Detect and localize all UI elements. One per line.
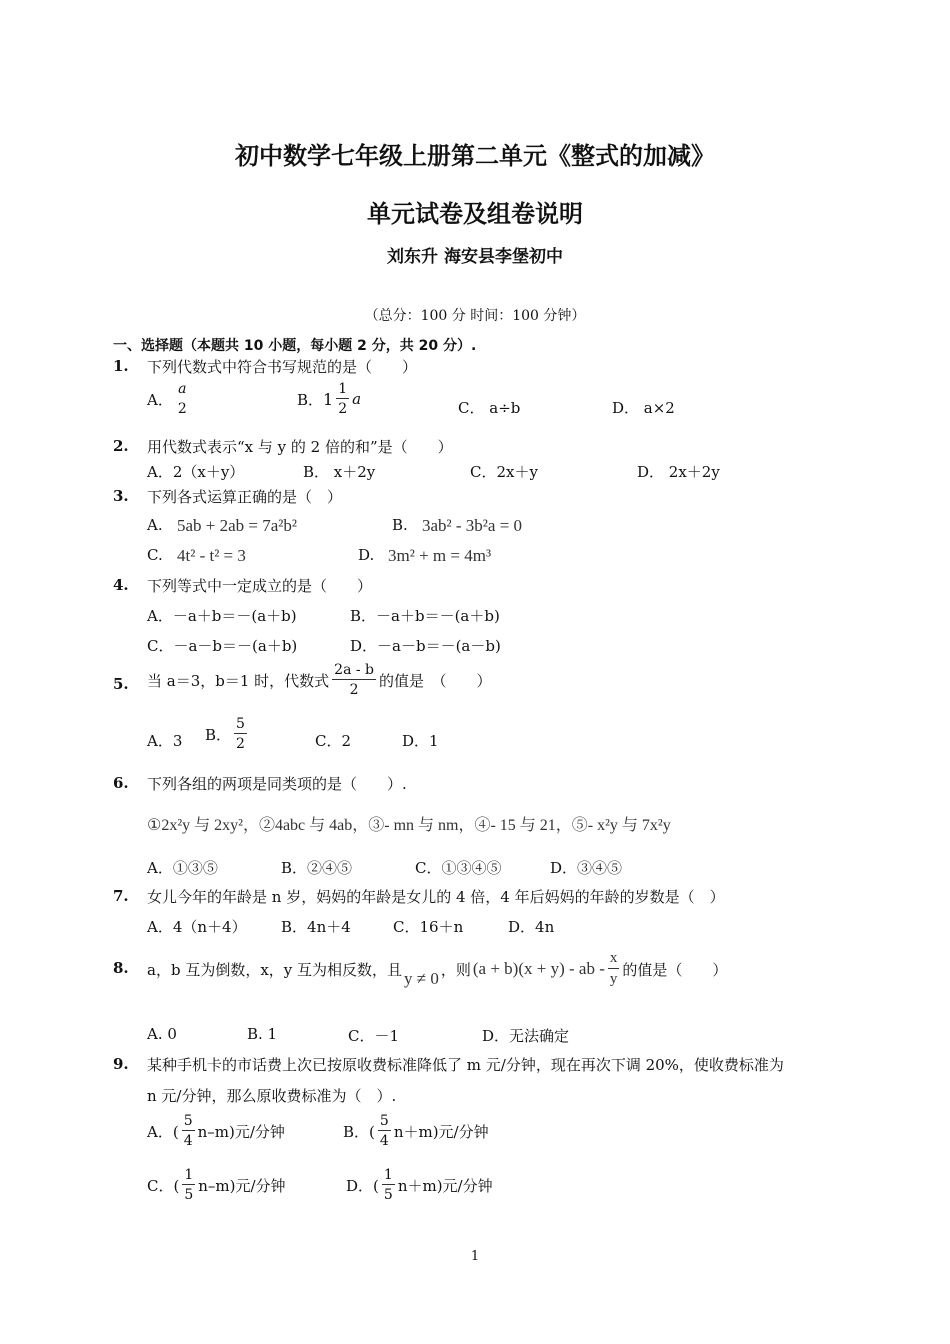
q9-option-d <box>346 1167 493 1203</box>
q8-stem-pre: a，b 互为倒数，x，y 互为相反数，且 <box>147 960 403 979</box>
q9-a-label: A．( <box>147 1122 179 1141</box>
q8-option-a: A. 0 <box>147 1025 177 1043</box>
q9-b-post: n＋m)元/分钟 <box>393 1122 489 1141</box>
q5-b-den: 2 <box>236 736 245 752</box>
q9-number: 9. <box>113 1055 129 1073</box>
q3-stem: 下列各式运算正确的是（ ） <box>147 488 343 506</box>
q6-option-b: B．②④⑤ <box>281 859 353 877</box>
q1-b-var: a <box>352 390 362 408</box>
q9-option-b <box>343 1113 489 1149</box>
q2-option-a: A．2（x＋y） <box>147 463 245 481</box>
q8-option-b: B. 1 <box>247 1025 278 1043</box>
q8-frac-num: x <box>608 950 620 969</box>
q1-option-c: C． a÷b <box>458 399 521 417</box>
title-line-1: 初中数学七年级上册第二单元《整式的加减》 <box>235 142 715 170</box>
q7-number: 7. <box>113 887 129 905</box>
q7-option-c: C．16＋n <box>393 918 464 936</box>
q5-b-label: B． <box>205 725 232 744</box>
q4-number: 4. <box>113 576 129 594</box>
q8-condition: y ≠ 0 <box>404 969 439 988</box>
q3-a-label: A. <box>147 516 163 534</box>
q5-b-num: 5 <box>236 716 245 732</box>
q8-number: 8. <box>113 959 129 977</box>
q5-number: 5. <box>113 675 129 693</box>
q3-a-expr: 5ab + 2ab = 7a²b² <box>177 516 298 535</box>
q8-frac-den: y <box>609 971 618 987</box>
q1-option-b <box>297 381 361 417</box>
score-info: （总分：100 分 时间：100 分钟） <box>364 308 586 324</box>
q9-a-num: 5 <box>183 1113 193 1129</box>
q2-stem: 用代数式表示“x 与 y 的 2 倍的和”是（ ） <box>147 438 453 456</box>
q4-stem: 下列等式中一定成立的是（ ） <box>147 577 373 595</box>
q9-b-den: 4 <box>379 1133 389 1149</box>
q1-option-d: D． a×2 <box>612 399 675 417</box>
q8-expression: (a + b)(x + y) - ab - <box>472 959 605 978</box>
q2-option-b: B． x＋2y <box>303 463 376 481</box>
q1-option-a <box>147 381 192 417</box>
q4-option-d: D．－a－b＝－(a－b) <box>350 637 501 655</box>
q6-option-c: C．①③④⑤ <box>415 859 502 877</box>
q9-c-num: 1 <box>184 1167 194 1183</box>
q1-a-den: 2 <box>177 401 187 417</box>
q6-number: 6. <box>113 774 129 792</box>
q4-option-b: B．－a＋b＝－(a＋b) <box>350 607 500 625</box>
q3-number: 3. <box>113 487 129 505</box>
q1-number: 1. <box>113 357 129 375</box>
q9-c-den: 5 <box>184 1187 194 1203</box>
q1-b-label: B． <box>297 390 324 409</box>
q7-option-d: D．4n <box>508 918 555 936</box>
q3-c-label: C. <box>147 546 163 564</box>
q5-frac-den: 2 <box>349 682 359 698</box>
q4-option-a: A．－a＋b＝－(a＋b) <box>147 607 297 625</box>
q4-option-c: C．－a－b＝－(a＋b) <box>147 637 298 655</box>
q9-b-label: B．( <box>343 1122 375 1141</box>
q9-c-post: n–m)元/分钟 <box>198 1176 286 1195</box>
q9-b-num: 5 <box>379 1113 389 1129</box>
q8-stem-mid: ，则 <box>440 960 471 979</box>
q1-b-num: 1 <box>338 381 348 397</box>
title-line-2: 单元试卷及组卷说明 <box>367 200 583 228</box>
page-number: 1 <box>470 1249 480 1264</box>
q9-d-post: n＋m)元/分钟 <box>397 1176 493 1195</box>
q1-b-den: 2 <box>338 401 348 417</box>
q8-option-c: C．－1 <box>348 1027 400 1045</box>
q6-items: ①2x²y 与 2xy²，②4abc 与 4ab，③- mn 与 nm，④- 15 与 21，⑤- x²y 与 7x²y <box>147 817 671 834</box>
q9-stem-line-1: 某种手机卡的市话费上次已按原收费标准降低了 m 元/分钟，现在再次下调 20%，使收费标准为 <box>147 1056 784 1074</box>
q7-stem: 女儿今年的年龄是 n 岁，妈妈的年龄是女儿的 4 倍，4 年后妈妈的年龄的岁数是（ ） <box>147 888 725 906</box>
q3-d-label: D. <box>358 546 375 564</box>
author: 刘东升 海安县李堡初中 <box>387 247 563 267</box>
q9-a-den: 4 <box>183 1133 193 1149</box>
q9-option-c <box>147 1167 286 1203</box>
q1-b-whole: 1 <box>323 389 334 409</box>
q8-option-d: D．无法确定 <box>482 1027 570 1045</box>
q9-stem-line-2: n 元/分钟，那么原收费标准为（ ）. <box>147 1087 397 1105</box>
q9-d-den: 5 <box>383 1187 393 1203</box>
q5-frac-num: 2a - b <box>334 662 375 678</box>
q6-stem: 下列各组的两项是同类项的是（ ）. <box>147 775 407 793</box>
q6-option-a: A．①③⑤ <box>147 859 218 877</box>
q6-option-d: D．③④⑤ <box>550 859 623 877</box>
q7-option-a: A．4（n＋4） <box>147 918 247 936</box>
q9-d-label: D．( <box>346 1176 379 1195</box>
q9-a-post: n–m)元/分钟 <box>197 1122 285 1141</box>
q5-option-c: C．2 <box>315 732 352 750</box>
q7-option-b: B．4n＋4 <box>281 918 351 936</box>
q9-option-a <box>147 1113 285 1149</box>
q5-stem <box>147 662 492 698</box>
q5-option-b <box>205 716 250 752</box>
q5-option-d: D．1 <box>402 732 439 750</box>
q3-d-expr: 3m² + m = 4m³ <box>388 546 492 565</box>
q2-option-c: C．2x＋y <box>470 463 538 481</box>
section-heading: 一、选择题（本题共 10 小题，每小题 2 分，共 20 分）. <box>113 338 477 354</box>
q8-stem-post: 的值是（ ） <box>622 960 728 979</box>
q3-c-expr: 4t² - t² = 3 <box>177 546 246 565</box>
q5-option-a: A．3 <box>147 732 183 750</box>
q3-b-expr: 3ab² - 3b²a = 0 <box>422 516 523 535</box>
q5-stem-pre: 当 a＝3，b＝1 时，代数式 <box>147 671 330 690</box>
q2-option-d: D． 2x＋2y <box>637 463 720 481</box>
q1-a-label: A． <box>147 390 173 409</box>
q9-c-label: C．( <box>147 1176 180 1195</box>
q3-b-label: B. <box>392 516 408 534</box>
q1-a-num: a <box>178 381 187 397</box>
q8-stem <box>147 950 727 988</box>
q5-stem-post: 的值是 （ ） <box>379 671 492 690</box>
q9-d-num: 1 <box>383 1167 393 1183</box>
q1-stem: 下列代数式中符合书写规范的是（ ） <box>147 358 418 376</box>
q2-number: 2. <box>113 437 129 455</box>
